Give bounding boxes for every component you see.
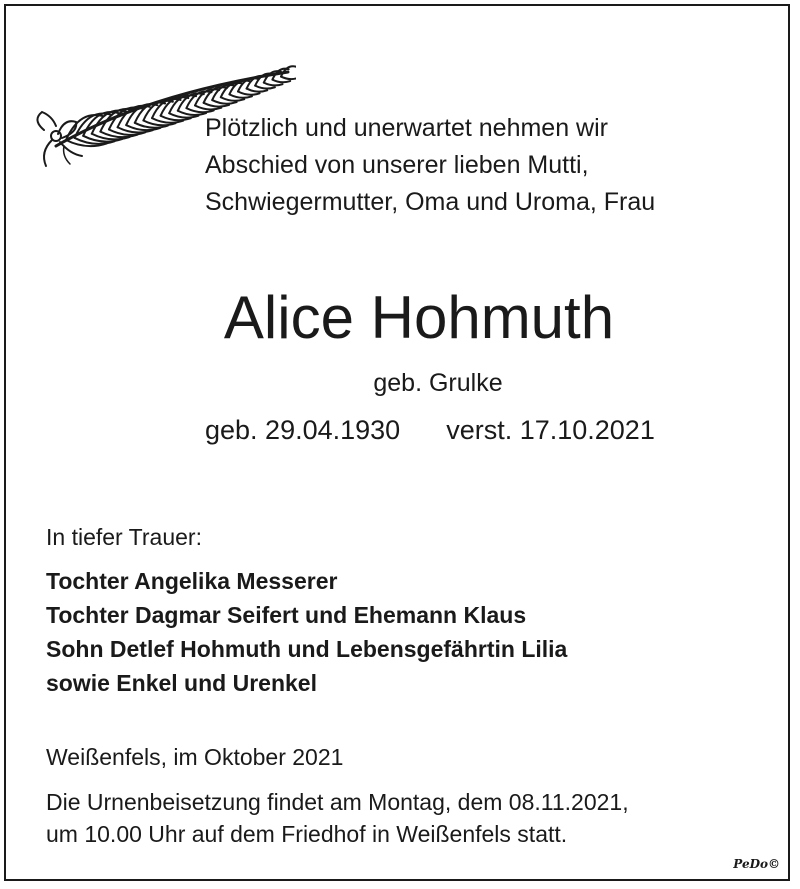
mourner-line: Tochter Dagmar Seifert und Ehemann Klaus xyxy=(46,602,527,628)
burial-info xyxy=(46,786,629,850)
mourner-line: sowie Enkel und Urenkel xyxy=(46,670,317,696)
death-date: verst. 17.10.2021 xyxy=(446,415,655,445)
mourner-line: Sohn Detlef Hohmuth und Lebensgefährtin Lilia xyxy=(46,636,568,662)
mourning-label: In tiefer Trauer: xyxy=(46,524,202,550)
mourner-line: Tochter Angelika Messerer xyxy=(46,568,338,594)
maiden-name: geb. Grulke xyxy=(373,369,503,397)
birth-date: geb. 29.04.1930 xyxy=(205,415,401,445)
deceased-name: Alice Hohmuth xyxy=(223,284,615,351)
burial-line: Die Urnenbeisetzung findet am Montag, dem 08.11.2021, xyxy=(46,789,629,815)
mourners-list xyxy=(46,564,567,700)
life-dates xyxy=(205,410,655,450)
place-date: Weißenfels, im Oktober 2021 xyxy=(46,744,344,770)
intro-line: Plötzlich und unerwartet nehmen wir xyxy=(205,114,608,142)
intro-text xyxy=(205,110,765,221)
intro-line: Schwiegermutter, Oma und Uroma, Frau xyxy=(205,188,656,216)
intro-line: Abschied von unserer lieben Mutti, xyxy=(205,151,589,179)
burial-line: um 10.00 Uhr auf dem Friedhof in Weißenfels statt. xyxy=(46,821,568,847)
signature-mark: PeDo© xyxy=(733,857,780,871)
